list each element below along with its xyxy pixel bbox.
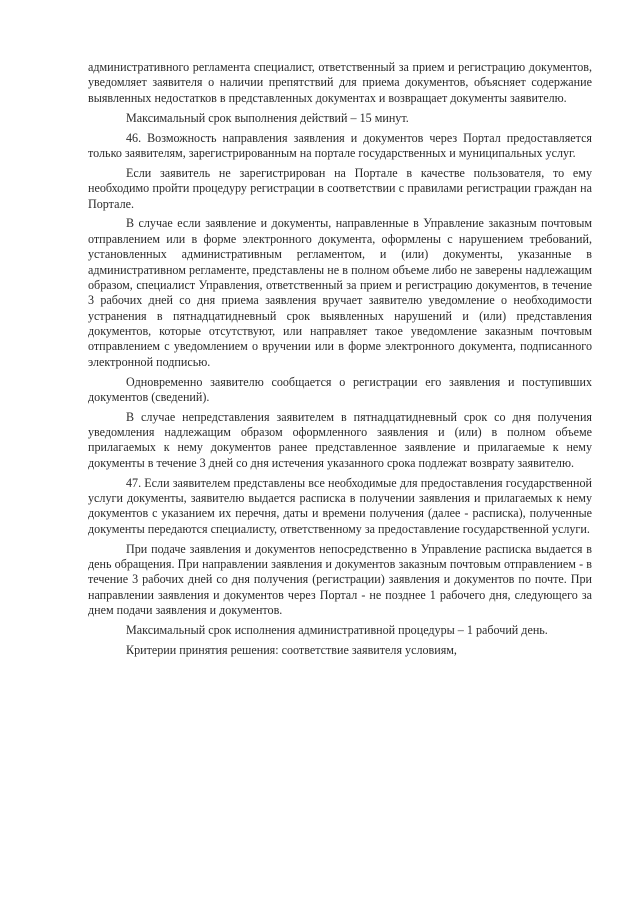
paragraph: Если заявитель не зарегистрирован на Портале в качестве пользователя, то ему необходимо пройти процедуру регистрации в соответствии с правилами регистрации граждан на Портале. (88, 165, 592, 211)
paragraph: Критерии принятия решения: соответствие заявителя условиям, (126, 642, 457, 657)
paragraph: 46. Возможность направления заявления и документов через Портал предоставляется только заявителям, зарегистрированным на портале государственных и муниципальных услуг. (88, 130, 592, 160)
paragraph: Максимальный срок выполнения действий – 15 минут. (126, 110, 409, 125)
paragraph: 47. Если заявителем представлены все необходимые для предоставления государственной услуги документы, заявителю выдается расписка в получении заявления и прилагаемых к нему документов с указанием их перечня, даты и времени получения (далее - расписка), полученные документы передаются специалисту, ответственному за предоставление государственной услуги. (88, 475, 592, 536)
paragraph: В случае непредставления заявителем в пятнадцатидневный срок со дня получения уведомления надлежащим образом оформленного заявления и (или) в полном объеме прилагаемых к нему документов ранее представленное заявление и прилагаемые к нему документы в течение 3 дней со дня истечения указанного срока подлежат возврату заявителю. (88, 409, 592, 470)
paragraph: Максимальный срок исполнения административной процедуры – 1 рабочий день. (126, 623, 548, 638)
paragraph: Одновременно заявителю сообщается о регистрации его заявления и поступивших документов (сведений). (88, 374, 592, 404)
document-body (88, 60, 592, 663)
paragraph: административного регламента специалист, ответственный за прием и регистрацию документов, уведомляет заявителя о наличии препятствий для приема документов, объясняет содержание выявленных недостатков в представленных документах и возвращает документы заявителю. (88, 60, 592, 105)
paragraph: В случае если заявление и документы, направленные в Управление заказным почтовым отправлением или в форме электронного документа, оформлены с нарушением требований, установленных административным регламентом, и (или) документы, указанные в административном регламенте, представлены не в полном объеме либо не заверены надлежащим образом, специалист Управления, ответственный за прием и регистрацию документов, в течение 3 рабочих дней со дня приема заявления вручает заявителю уведомление о необходимости устранения в пятнадцатидневный срок выявленных нарушений и (или) представления документов, которые отсутствуют, или направляет такое уведомление заказным почтовым отправлением с уведомлением о вручении или в форме электронного документа, подписанного электронной подписью. (88, 216, 592, 369)
paragraph: При подаче заявления и документов непосредственно в Управление расписка выдается в день обращения. При направлении заявления и документов заказным почтовым отправлением - в течение 3 рабочих дней со дня получения (регистрации) заявления и документов по почте. При направлении заявления и документов через Портал - не позднее 1 рабочего дня, следующего за днем подачи заявления и документов. (88, 541, 592, 618)
